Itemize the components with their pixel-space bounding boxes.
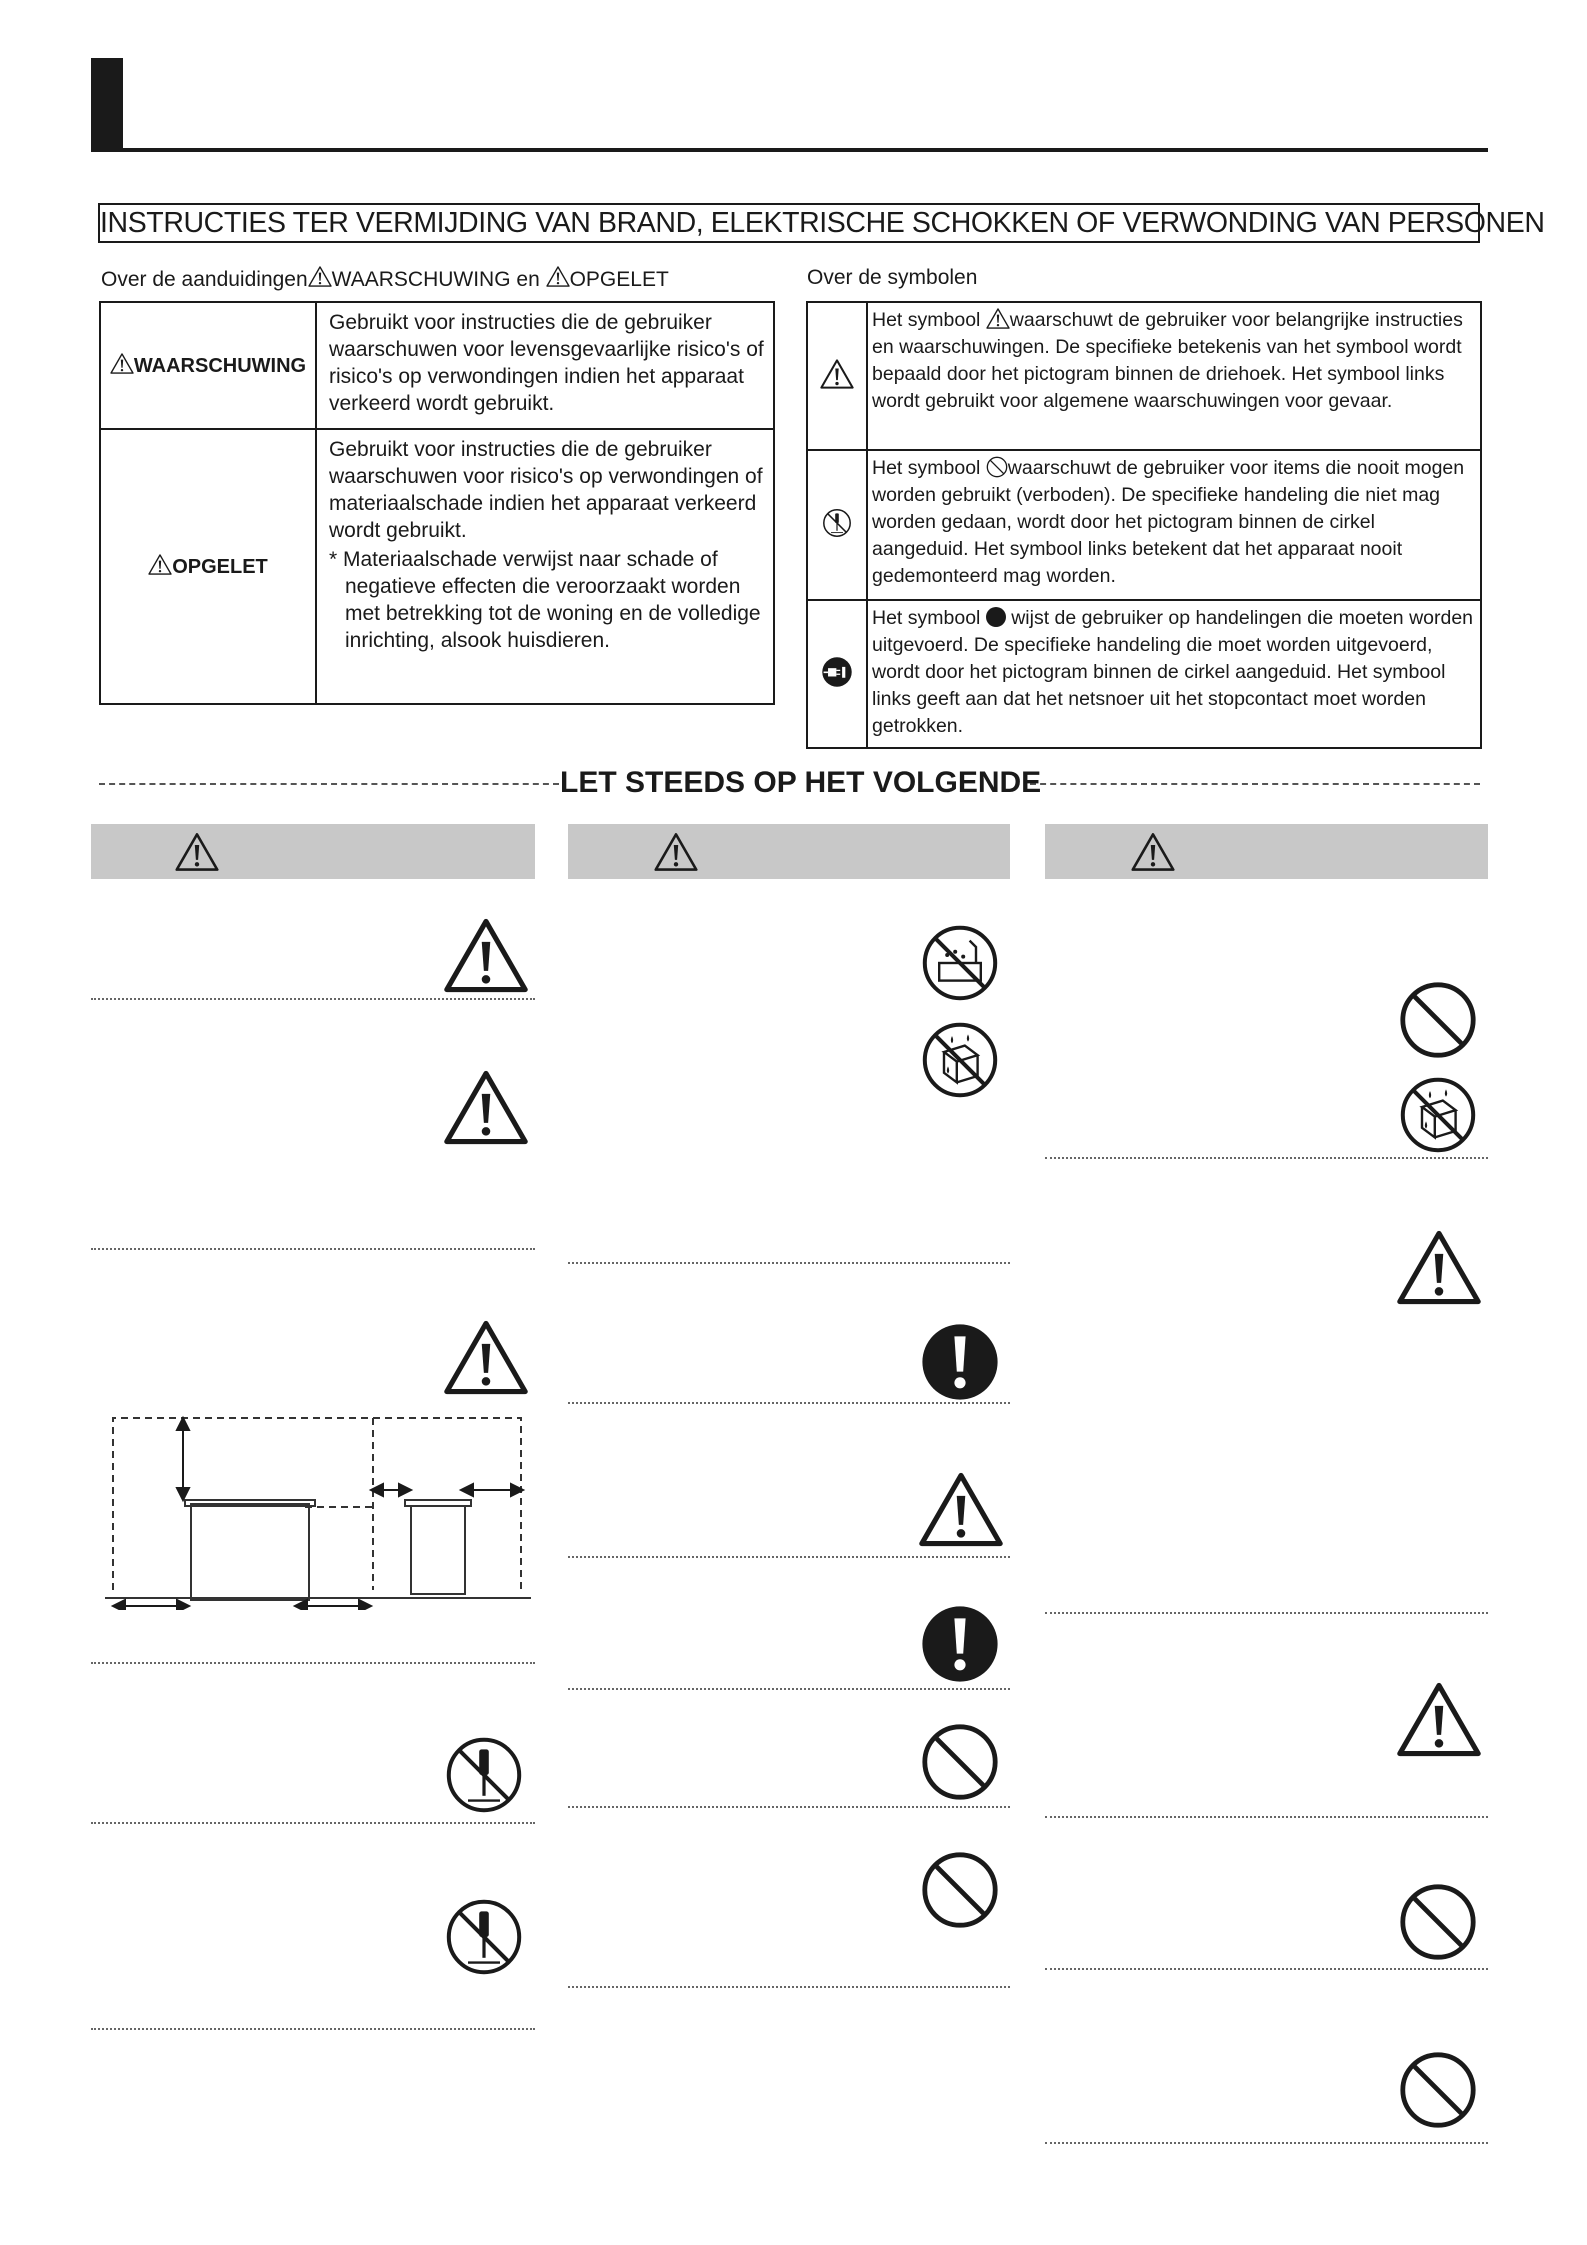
item-separator bbox=[91, 1662, 535, 1664]
item-separator bbox=[91, 1822, 535, 1824]
designations-caption-caution: OPGELET bbox=[569, 268, 669, 291]
no-wet-icon bbox=[920, 1020, 1000, 1100]
item-separator bbox=[568, 1402, 1010, 1404]
item-separator bbox=[568, 1986, 1010, 1988]
warning-triangle-icon bbox=[110, 353, 134, 374]
symbol-description-cell bbox=[867, 450, 1481, 600]
always-heading: LET STEEDS OP HET VOLGENDE bbox=[560, 763, 1030, 803]
designation-note: * Materiaalschade verwijst naar schade of negatieve effecten die veroorzaakt worden met betrekking tot de woning en de volledige inrichting, alsook huisdieren. bbox=[329, 548, 761, 652]
warning-triangle-icon bbox=[175, 832, 219, 872]
item-separator bbox=[91, 1248, 535, 1250]
designations-caption bbox=[101, 266, 669, 292]
symbol-description-cell bbox=[867, 600, 1481, 748]
warning-triangle-icon bbox=[820, 359, 854, 389]
symbol-lead: Het symbool bbox=[872, 309, 981, 331]
main-heading: INSTRUCTIES TER VERMIJDING VAN BRAND, ELEKTRISCHE SCHOKKEN OF VERWONDING VAN PERSONEN bbox=[98, 203, 1480, 243]
symbol-row bbox=[807, 600, 1481, 748]
prohibited-icon bbox=[1398, 980, 1478, 1060]
item-separator bbox=[91, 998, 535, 1000]
item-separator bbox=[91, 2028, 535, 2030]
prohibited-outline-icon bbox=[986, 456, 1008, 478]
item-separator bbox=[1045, 1968, 1488, 1970]
symbol-lead: Het symbool bbox=[872, 607, 981, 629]
column-header-1 bbox=[91, 824, 535, 879]
symbol-cell bbox=[807, 302, 867, 450]
item-separator bbox=[568, 1556, 1010, 1558]
designations-caption-prefix: Over de aanduidingen bbox=[101, 268, 308, 291]
warning-triangle-icon bbox=[1396, 1682, 1482, 1757]
warning-triangle-icon bbox=[308, 266, 332, 287]
column-header-2 bbox=[568, 824, 1010, 879]
item-separator bbox=[1045, 1157, 1488, 1159]
symbols-table bbox=[806, 301, 1482, 749]
clearance-diagram bbox=[105, 1410, 531, 1610]
no-disassembly-icon bbox=[822, 508, 852, 538]
item-separator bbox=[568, 1688, 1010, 1690]
prohibited-icon bbox=[920, 1850, 1000, 1930]
designation-label: OPGELET bbox=[172, 556, 268, 578]
warning-triangle-icon bbox=[1396, 1230, 1482, 1305]
symbol-row bbox=[807, 302, 1481, 450]
item-separator bbox=[1045, 1612, 1488, 1614]
no-disassembly-icon bbox=[444, 1735, 524, 1815]
symbol-description: wijst de gebruiker op handelingen die moeten worden uitgevoerd. De specifieke handeling die moet worden uitgevoerd, wordt door het pictogram binnen de cirkel aangeduid. Het symbool links geeft aan dat het netsnoer uit het stopcontact moet worden getrokken. bbox=[872, 607, 1474, 737]
designations-caption-warning: WAARSCHUWING en bbox=[331, 268, 540, 291]
mandatory-dot-icon bbox=[986, 607, 1006, 627]
symbol-lead: Het symbool bbox=[872, 457, 981, 479]
warning-triangle-icon bbox=[1131, 832, 1175, 872]
designation-row-caution bbox=[100, 429, 774, 704]
symbol-row bbox=[807, 450, 1481, 600]
no-wet-icon bbox=[1398, 1075, 1478, 1155]
symbols-caption: Over de symbolen bbox=[807, 266, 978, 289]
prohibited-icon bbox=[1398, 1882, 1478, 1962]
section-title-bar bbox=[91, 58, 123, 152]
prohibited-icon bbox=[920, 1722, 1000, 1802]
warning-triangle-icon bbox=[148, 554, 172, 575]
warning-triangle-outline-icon bbox=[986, 308, 1010, 329]
warning-triangle-icon bbox=[654, 832, 698, 872]
section-title-rule bbox=[91, 148, 1488, 152]
designation-row-warning bbox=[100, 302, 774, 429]
item-separator bbox=[568, 1262, 1010, 1264]
warning-triangle-icon bbox=[443, 1070, 529, 1145]
item-separator bbox=[1045, 2142, 1488, 2144]
heading-dash-right bbox=[1030, 783, 1480, 785]
mandatory-icon bbox=[920, 1604, 1000, 1684]
designation-label: WAARSCHUWING bbox=[133, 355, 307, 377]
warning-triangle-icon bbox=[443, 1320, 529, 1395]
no-water-splash-icon bbox=[920, 923, 1000, 1003]
symbol-description: waarschuwt de gebruiker voor items die nooit mogen worden gebruikt (verboden). De specifieke handeling die niet mag worden gedaan, wordt door het pictogram binnen de cirkel aangeduid. Het symbool links betekent dat het apparaat nooit gedemonteerd mag worden. bbox=[872, 457, 1465, 587]
no-disassembly-icon bbox=[444, 1897, 524, 1977]
warning-triangle-icon bbox=[443, 918, 529, 993]
prohibited-icon bbox=[1398, 2050, 1478, 2130]
warning-triangle-icon bbox=[918, 1472, 1004, 1547]
designation-description: Gebruikt voor instructies die de gebruiker waarschuwen voor risico's op verwondingen of materiaalschade indien het apparaat verkeerd wordt gebruikt. bbox=[329, 438, 763, 542]
mandatory-icon bbox=[920, 1322, 1000, 1402]
symbol-description-cell bbox=[867, 302, 1481, 450]
item-separator bbox=[568, 1806, 1010, 1808]
symbol-cell bbox=[807, 450, 867, 600]
designation-label-cell bbox=[100, 429, 316, 704]
symbol-cell bbox=[807, 600, 867, 748]
heading-dash-left bbox=[99, 783, 559, 785]
designations-table bbox=[99, 301, 775, 705]
item-separator bbox=[1045, 1816, 1488, 1818]
symbol-description: waarschuwt de gebruiker voor belangrijke instructies en waarschuwingen. De specifieke betekenis van het symbool wordt bepaald door het pictogram binnen de driehoek. Het symbool links wordt gebruikt voor algemene waarschuwingen voor gevaar. bbox=[872, 309, 1463, 412]
designation-label-cell bbox=[100, 302, 316, 429]
warning-triangle-icon bbox=[546, 266, 570, 287]
unplug-icon bbox=[821, 656, 853, 688]
designation-description-cell bbox=[316, 429, 774, 704]
designation-description: Gebruikt voor instructies die de gebruiker waarschuwen voor levensgevaarlijke risico's of risico's op verwondingen indien het apparaat verkeerd wordt gebruikt. bbox=[316, 302, 774, 429]
column-header-3 bbox=[1045, 824, 1488, 879]
